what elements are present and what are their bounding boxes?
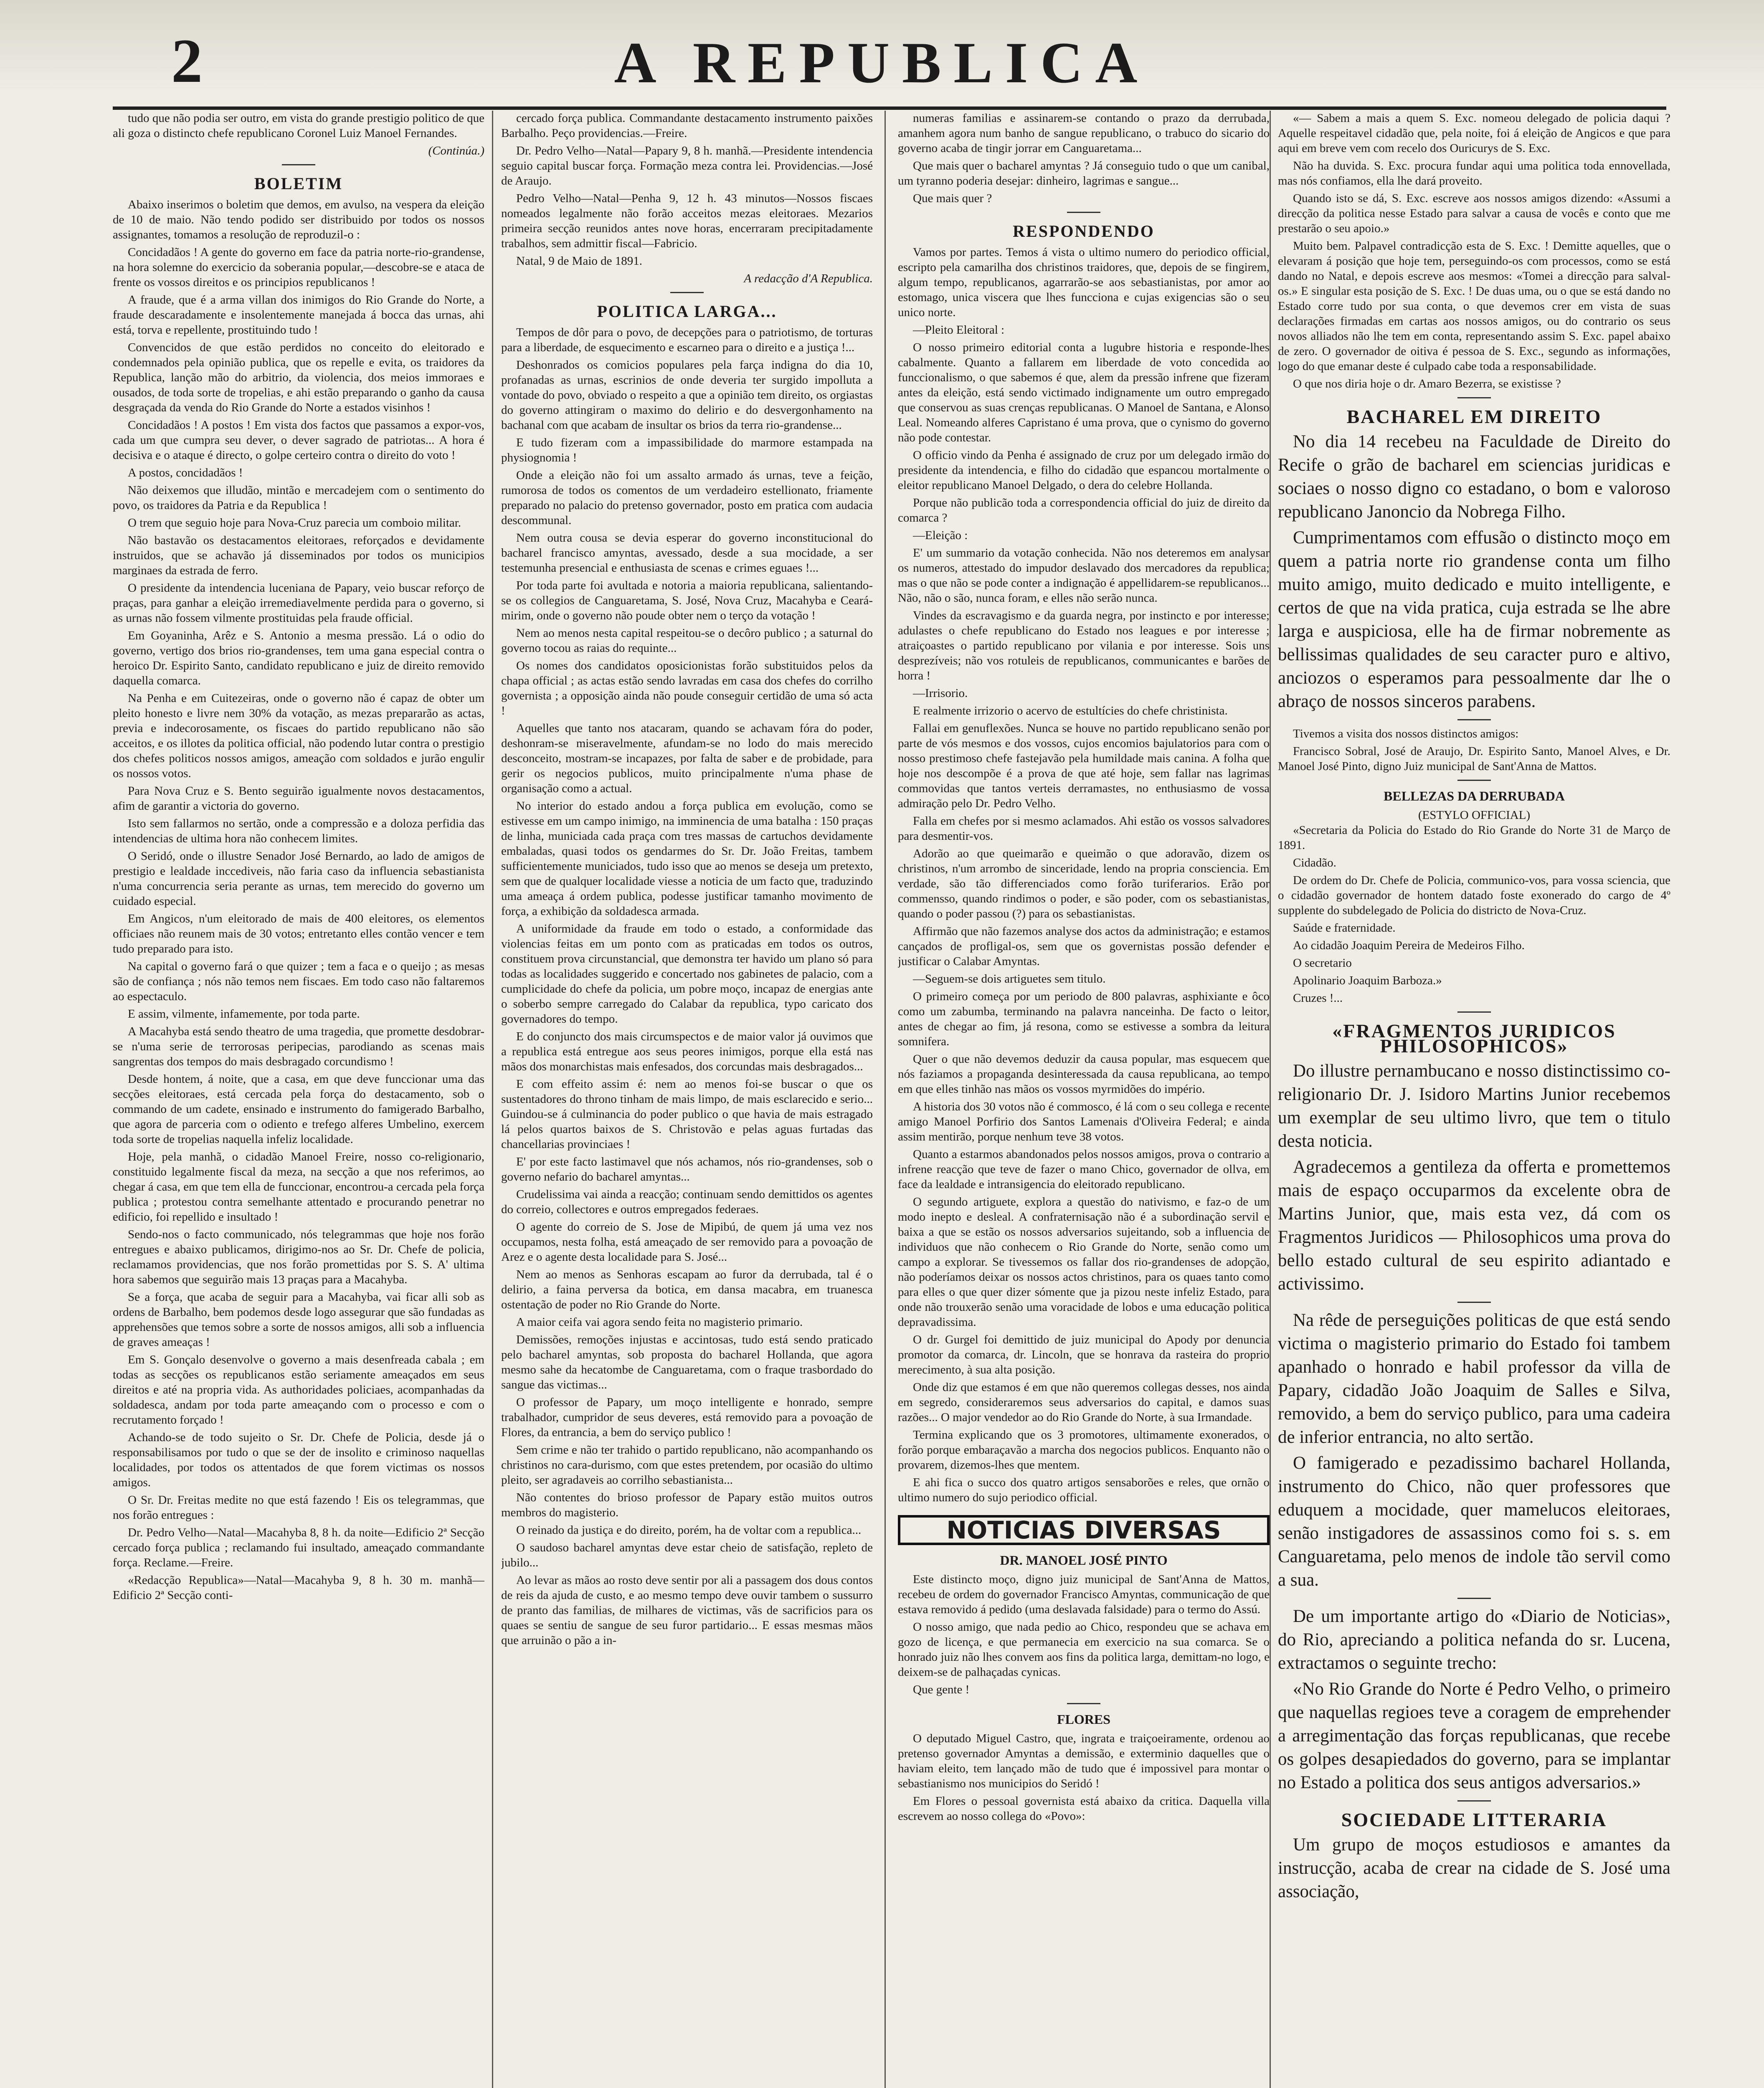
article-paragraph: A Macahyba está sendo theatro de uma tragedia, que promette desdobrar-se n'uma serie de terrorosas peripecias, parodiando as scenas mais sangrentas dos tempos do mais desbragado corcundismo !	[113, 1025, 484, 1068]
flores-body	[898, 1731, 1270, 1824]
article-paragraph: Convencidos de que estão perdidos no conceito do eleitorado e condemnados pela opinião publica, que os repelle e evita, os traidores da Republica, lanção mão do arbitrio, da violencia, dos meios immoraes e ousados, de toda sorte de tropelias, e ahi estão preparando o ganho da causa desgraçada da venda do Rio Grande do Norte a estados visinhos !	[113, 341, 484, 414]
divider	[1457, 1598, 1491, 1599]
masthead-rule	[113, 106, 1666, 110]
article-paragraph: O secretario	[1293, 956, 1352, 970]
column-3	[898, 111, 1270, 2088]
article-paragraph: De ordem do Dr. Chefe de Policia, communico-vos, para vossa sciencia, que o cidadão governador de hontem datado foste exonerado do cargo de 4º supplente do subdelegado de Policia do districto de Nova-Cruz.	[1278, 874, 1670, 917]
article-paragraph: Falla em chefes por si mesmo aclamados. Ahi estão os vossos salvadores para desmentir-vos.	[898, 814, 1270, 843]
article-paragraph: Cidadão.	[1293, 856, 1336, 869]
article-paragraph: Onde a eleição não foi um assalto armado ás urnas, teve a feição, rumorosa de todos os comentos de um verdadeiro estellionato, friamente preparado no palacio do pretenso governador, posto em pratica com audacia descommunal.	[501, 469, 873, 527]
column-divider	[885, 111, 886, 2088]
article-paragraph: Em S. Gonçalo desenvolve o governo a mais desenfreada cabala ; em todas as secções os republicanos estão seriamente ameaçados em seus direitos e até na propria vida. As authoridades policiaes, acompanhadas da soldadesca, andam por toda parte ameaçando com o processo e com o recrutamento forçado !	[113, 1353, 484, 1427]
article-paragraph: «— Sabem a mais a quem S. Exc. nomeou delegado de policia daqui ? Aquelle respeitavel cidadão que, pela noite, foi á eleição de Angicos e que para aqui em breve vem com recelo dos Ouricurys de S. Exc.	[1278, 111, 1670, 155]
article-paragraph: O trem que seguio hoje para Nova-Cruz parecia um comboio militar.	[128, 516, 461, 530]
bacharel-body	[1278, 430, 1670, 713]
article-paragraph: Os nomes dos candidatos oposicionistas forão substituidos pelos da chapa official ; as actas estão sendo lavradas em casa dos chefes do corrilho governista ; a opposição ainda não poude conseguir certidão de uma só acta !	[501, 659, 873, 717]
article-paragraph: «Redacção Republica»—Natal—Macahyba 9, 8 h. 30 m. manhã—Edificio 2ª Secção conti-	[113, 1574, 484, 1602]
article-paragraph: Para Nova Cruz e S. Bento seguirão igualmente novos destacamentos, afim de garantir a victoria do governo.	[113, 784, 484, 813]
article-paragraph: Termina explicando que os 3 promotores, ultimamente exonerados, o forão porque embaraçavão a marcha dos negocios publicos. Enquanto não o provarem, dizemos-lhes que mentem.	[898, 1428, 1270, 1472]
article-paragraph: «No Rio Grande do Norte é Pedro Velho, o primeiro que naquellas regioes teve a coragem de emprehender a arregimentação das forças republicanas, que recebe os golpes desapiedados do governo, para se implantar no Estado a politica dos seus antigos adversarios.»	[1278, 1679, 1670, 1792]
article-paragraph: Ao cidadão Joaquim Pereira de Medeiros Filho.	[1293, 939, 1525, 952]
article-paragraph: —Pleito Eleitoral :	[913, 323, 1005, 337]
continua-note: (Continúa.)	[428, 144, 484, 157]
divider	[1457, 1011, 1491, 1013]
article-paragraph: Na Penha e em Cuitezeiras, onde o governo não é capaz de obter um pleito honesto e livre nem 30% da votação, as mezas prepararão as actas, previa e indecorosamente, os fiscaes do partido republicano não são acceitos, e os illotes da politica official, não podendo lutar contra o prestigio dos chefes politicos nossos amigos, ameação com soldados e jurão engulir os nossos votos.	[113, 692, 484, 780]
article-paragraph: cercado força publica. Commandante destacamento instrumento paixões Barbalho. Peço providencias.—Freire.	[501, 111, 873, 140]
flores-heading: FLORES	[1057, 1712, 1111, 1727]
article-paragraph: E realmente irrizorio o acervo de estultícies do chefe christinista.	[913, 704, 1228, 717]
visita-paragraph: Tivemos a visita dos nossos distinctos amigos:	[1293, 727, 1519, 740]
article-paragraph: Por toda parte foi avultada e notoria a maioria republicana, salientando-se os collegios de Canguaretama, S. José, Nova Cruz, Macahyba e Ceará-mirim, onde o governo não poude obter nem o terço da votação !	[501, 579, 873, 622]
article-paragraph: Affirmão que não fazemos analyse dos actos da administração; e estamos cançados de profligal-os, sem que os governistas possão defender e justificar o Calabar Amyntas.	[898, 925, 1270, 968]
telegram-body	[501, 111, 873, 269]
article-paragraph: De um importante artigo do «Diario de Noticias», do Rio, apreciando a politica nefanda do sr. Lucena, extractamos o seguinte trecho:	[1278, 1607, 1670, 1673]
article-paragraph: «Secretaria da Policia do Estado do Rio Grande do Norte 31 de Março de 1891.	[1278, 824, 1670, 852]
divider	[1067, 1703, 1100, 1704]
divider	[1067, 212, 1100, 213]
article-paragraph: tudo que não podia ser outro, em vista do grande prestigio politico de que ali goza o distincto chefe republicano Coronel Luiz Manoel Fernandes.	[113, 111, 484, 140]
article-paragraph: Crudelissima vai ainda a reacção; continuam sendo demittidos os agentes do correio, collectores e outros empregados federaes.	[501, 1188, 873, 1216]
flores-continuation	[1278, 111, 1670, 391]
article-paragraph: Que gente !	[913, 1683, 970, 1696]
article-paragraph: Deshonrados os comicios populares pela farça indigna do dia 10, profanadas as urnas, escrinios de onde deveria ter surgido impolluta a vontade do povo, obviado o respeito a que a opinião tem direito, os orgiastas do governo attingiram o maximo do delirio e do desvergonhamento na bachanal com que acabam de insultar os brios da terra rio-grandense...	[501, 358, 873, 432]
article-paragraph: E' um summario da votação conhecida. Não nos deteremos em analysar os numeros, attestado do impudor deslavado dos mercadores da republica; mas o que não se pode conter a indignação é appellidarem-se republicanos... Não, não o são, nunca foram, e elles não serão nunca.	[898, 546, 1270, 605]
pinto-heading: DR. MANOEL JOSÉ PINTO	[1000, 1553, 1168, 1568]
article-paragraph: O Seridó, onde o illustre Senador José Bernardo, ao lado de amigos de prestigio e lealdade inccediveis, não faria caso da influencia sebastianista n'uma concurrencia seria perante as urnas, tem merecido do governo um cuidado especial.	[113, 849, 484, 908]
sociedade-heading: SOCIEDADE LITTERARIA	[1341, 1809, 1607, 1830]
article-paragraph: E tudo fizeram com a impassibilidade do marmore estampada na physiognomia !	[501, 436, 873, 464]
article-paragraph: Não deixemos que illudão, mintão e mercadejem com o sentimento do povo, os traidores da Patria e da Republica !	[113, 484, 484, 512]
article-paragraph: Vamos por partes. Temos á vista o ultimo numero do periodico official, escripto pela camarilha dos christinos traidores, que, depois de se fingirem, algum tempo, republicanos, agarrarão-se aos sebastianistas, por amor ao estomago, unica viscera que lhes funcciona e cujas exigencias são o seu unico norte.	[898, 246, 1270, 319]
column-1	[113, 111, 484, 2088]
divider	[670, 292, 704, 293]
article-paragraph: Dr. Pedro Velho—Natal—Papary 9, 8 h. manhã.—Presidente intendencia seguio capital buscar força. Formação meza contra lei. Providencias.—José de Araujo.	[501, 144, 873, 188]
article-paragraph: Tempos de dôr para o povo, de decepções para o patriotismo, de torturas para a liberdade, de esquecimento e escarneo para o direito e a justiça !...	[501, 326, 873, 354]
article-paragraph: Apolinario Joaquim Barboza.»	[1293, 974, 1442, 987]
article-paragraph: Quanto a estarmos abandonados pelos nossos amigos, prova o contrario a infrene reacção que teve de fazer o mano Chico, governador de ollva, em face da lealdade e intransigencia do eleitorado republicano.	[898, 1148, 1270, 1191]
article-paragraph: Não ha duvida. S. Exc. procura fundar aqui uma politica toda ennovellada, mas nós confiamos, ella lhe dará proveito.	[1278, 159, 1670, 188]
signature: A redacção d'A Republica.	[744, 272, 873, 285]
article-paragraph: O presidente da intendencia luceniana de Papary, veio buscar reforço de praças, para ganhar a eleição irremediavelmente perdida para o governo, si as urnas não fossem vilmente prostituidas pela fraude official.	[113, 581, 484, 625]
article-paragraph: Cumprimentamos com effusão o distincto moço em quem a patria norte rio grandense conta um filho muito amigo, muito dedicado e muito intelligente, e certos de que na vida pratica, cuja estrada se lhe abre larga e auspiciosa, elle ha de firmar nobremente as bellissimas qualidades de seu caracter puro e altivo, anciozos o esperamos para pessoalmente dar lhe o abraço de nossos sinceros parabens.	[1278, 528, 1670, 711]
article-paragraph: O famigerado e pezadissimo bacharel Hollanda, instrumento do Chico, não quer professores que eduquem a mocidade, quer mamelucos eleitoraes, senão instigadores de assassinos como foi s. s. em Canguaretama, pelo menos de indole tão servil como a sua.	[1278, 1453, 1670, 1590]
article-paragraph: Demissões, remoções injustas e accintosas, tudo está sendo praticado pelo bacharel amyntas, sob proposta do bacharel Hollanda, que agora mesmo sahe da hecatombe de Canguaretama, com o fraque trasbordado do sangue das victimas...	[501, 1333, 873, 1391]
article-paragraph: Nem ao menos nesta capital respeitou-se o decôro publico ; a saturnal do governo tocou as raias do requinte...	[501, 626, 873, 655]
article-paragraph: Do illustre pernambucano e nosso distinctissimo co-religionario Dr. J. Isidoro Martins Junior recebemos um exemplar de seu ultimo livro, que tem o titulo desta noticia.	[1278, 1061, 1670, 1151]
politica-larga-heading: POLITICA LARGA...	[597, 302, 777, 321]
article-paragraph: Vindes da escravagismo e da guarda negra, por instincto e por interesse; adulastes o chefe republicano do Estado nos leagues e por interesse ; atraiçoastes o partido republicano por vilania e por interesse. Sois uns desprezíveis; não vos rotuleis de republicanos, communicantes e barões de horra !	[898, 609, 1270, 682]
article-paragraph: Abaixo inserimos o boletim que demos, em avulso, na vespera da eleição de 10 de maio. Não tendo podido ser distribuido por todos os nossos assignantes, tomamos a resolução de reproduzil-o :	[113, 198, 484, 241]
respondendo-body	[898, 245, 1270, 1505]
sociedade-paragraph: Um grupo de moços estudiosos e amantes da instrucção, acaba de crear na cidade de S. José uma associação,	[1278, 1835, 1670, 1901]
article-paragraph: —Seguem-se dois artiguetes sem titulo.	[913, 972, 1106, 986]
article-paragraph: Isto sem fallarmos no sertão, onde a compressão e a doloza perfidia das intendencias de ultima hora não conhecem limites.	[113, 817, 484, 845]
article-paragraph: Concidadãos ! A postos ! Em vista dos factos que passamos a expor-vos, cada um que cumpra seu dever, o dever sagrado de patriotas... A hora é decisiva e o ataque é directo, o golpe certeiro contra o direito do voto !	[113, 418, 484, 462]
article-paragraph: Cruzes !...	[1293, 991, 1343, 1005]
article-paragraph: Quando isto se dá, S. Exc. escreve aos nossos amigos dizendo: «Assumi a direcção da politica nesse Estado para salvar a causa de vocês e conto que me prestarão o seu apoio.»	[1278, 192, 1670, 235]
article-paragraph: O nosso amigo, que nada pedio ao Chico, respondeu que se achava em gozo de licença, e que permanecia em exercicio na sua comarca. Se o honrado juiz não lhes convem aos fins da politica larga, demittam-no logo, e deixem-se de palhaçadas cynicas.	[898, 1620, 1270, 1679]
noticias-diversas-heading: NOTICIAS DIVERSAS	[898, 1515, 1270, 1545]
article-paragraph: E com effeito assim é: nem ao menos foi-se buscar o que os sustentadores do throno tinham de mais limpo, de mais esclarecido e serio... Guindou-se á culminancia do poder publico o que havia de mais estragado lá pelos quartos baixos de S. Christovão e pelas aguas furtadas das chancellarias provinciaes !	[501, 1077, 873, 1151]
article-paragraph: Na rêde de perseguições politicas de que está sendo victima o magisterio primario do Estado foi tambem apanhado o honrado e habil professor da villa de Papary, cidadão João Joaquim de Salles e Silva, removido, a bem do serviço publico, para uma cadeira de inferior entrancia, no alto sertão.	[1278, 1310, 1670, 1447]
article-paragraph: Não bastavão os destacamentos eleitoraes, reforçados e devidamente instruidos, que se achavão já disseminados por todos os municipios marginaes da estrada de ferro.	[113, 534, 484, 577]
article-paragraph: Desde hontem, á noite, que a casa, em que deve funccionar uma das secções eleitoraes, está cercada pela força do destacamento, sob o commando de um cadete, ensinado e instrumento do famigerado Barbalho, que agora de parceria com o odiento e trefego alferes Umbelino, exercem toda sorte de tropelias naquella infeliz localidade.	[113, 1072, 484, 1146]
article-paragraph: E do conjuncto dos mais circumspectos e de maior valor já ouvimos que a republica está entregue aos seus peores inimigos, porque ella está nas mãos dos monarchistas mais enfesados, dos corcundas mais desbragados...	[501, 1030, 873, 1073]
fragmentos-section	[1278, 1020, 1670, 1903]
article-paragraph: Sendo-nos o facto communicado, nós telegrammas que hoje nos forão entregues e abaixo publicamos, dirigimo-nos ao Sr. Dr. Chefe de policia, reclamamos providencias, que nos forão promettidas por S. S. A' ultima hora sabemos que seguirão mais 13 praças para a Macahyba.	[113, 1228, 484, 1286]
article-paragraph: Concidadãos ! A gente do governo em face da patria norte-rio-grandense, na hora solemne do exercicio da soberania popular,—descobre-se e ataca de frente os vossos direitos e os principios republicanos !	[113, 246, 484, 289]
masthead	[0, 25, 1764, 104]
bacharel-section	[1278, 406, 1670, 713]
article-paragraph: O officio vindo da Penha é assignado de cruz por um delegado irmão do presidente da intendencia, e filho do cidadão que espancou mortalmente o eleitor republicano Manoel Delgado, o dera do celebre Hollanda.	[898, 449, 1270, 492]
article-paragraph: A maior ceifa vai agora sendo feita no magisterio primario.	[516, 1315, 803, 1329]
divider	[282, 164, 315, 165]
article-paragraph: O Sr. Dr. Freitas medite no que está fazendo ! Eis os telegrammas, que nos forão entregues :	[113, 1493, 484, 1522]
article-paragraph: Este distincto moço, digno juiz municipal de Sant'Anna de Mattos, recebeu de ordem do governador Francisco Amyntas, communicação de que estava removido á pedido (uma deslavada falsidade) para o termo do Assú.	[898, 1573, 1270, 1616]
column-4	[1278, 111, 1670, 2088]
article-paragraph: numeras familias e assinarem-se contando o prazo da derrubada, amanhem agora num banho de sangue republicano, o trabuco do sicario do governo acaba de tingir jorrar em Canguaretama...	[898, 111, 1270, 155]
page-number: 2	[171, 26, 203, 96]
article-continuation	[898, 111, 1270, 206]
article-paragraph: No interior do estado andou a força publica em evolução, como se estivesse em um campo inimigo, na imminencia de uma batalha : 150 praças de linha, municiada cada praça com tres massas de cartuchos devidamente embaladas, quasi todos os gendarmes do Sr. Dr. João Freitas, tambem sufficientemente municiados, tudo isso que ao menos se deseja um pretexto, sem que de qualquer localidade viesse a noticia de um facto que, traduzindo uma ameaça á ordem publica, podesse justificar tamanho movimento de força, a exhibição da soldadesca armada.	[501, 799, 873, 918]
visita-list: Francisco Sobral, José de Araujo, Dr. Espirito Santo, Manoel Alves, e Dr. Manoel José Pinto, digno Juiz municipal de Sant'Anna de Mattos.	[1278, 745, 1670, 773]
divider	[1457, 1800, 1491, 1802]
article-paragraph: —Eleição :	[913, 529, 968, 542]
article-paragraph: Adorão ao que queimarão e queimão o que adoravão, dizem os christinos, n'um arrombo de sinceridade, lendo na propria consciencia. Em verdade, são tão differenciados como forão turiferarios. Erão por commensso, quando rindimos o poder, e são poder, com os sebastianistas, quando o poder passou (?) para os sebastianistas.	[898, 847, 1270, 920]
article-paragraph: Achando-se de todo sujeito o Sr. Dr. Chefe de Policia, desde já o responsabilisamos por tudo o que se der de insolito e criminoso naquellas localidades, por todos os attentados de que forem victimas os nossos amigos.	[113, 1431, 484, 1489]
article-paragraph: Aquelles que tanto nos atacaram, quando se achavam fóra do poder, deshonram-se miseravelmente, afundam-se no lodo do mais merecido desconceito, mostram-se incapazes, por falta de saber e de probidade, para gerir os negocios publicos, muito principalmente n'uma phase de organisação como a actual.	[501, 722, 873, 795]
article-paragraph: A uniformidade da fraude em todo o estado, a conformidade das violencias feitas em um ponto com as praticadas em todos os outros, constituem prova circunstancial, que demonstra ter havido um plano só para todas as localidades suggerido e concertado nos gabinetes de palacio, com a cumplicidade do chefe da policia, um pobre moço, incapaz de energias ante o soberbo sempre carregado do Calabar da republica, typo caricato dos governadores do tempo.	[501, 922, 873, 1026]
article-paragraph: Ao levar as mãos ao rosto deve sentir por ali a passagem dos dous contos de reis da ajuda de custo, e ao mesmo tempo deve ouvir tambem o sussurro de pranto das familias, de milhares de victimas, vãs de sacrificios para os quaes se sentiu de sangue de seu furor partidario... E essas mesmas mãos que arruinão o pão a in-	[501, 1574, 873, 1647]
divider	[1457, 1302, 1491, 1303]
article-paragraph: O professor de Papary, um moço intelligente e honrado, sempre trabalhador, cumpridor de seus deveres, está removido para a povoação de Flores, da entrancia, a bem do serviço publico !	[501, 1396, 873, 1439]
article-paragraph: Na capital o governo fará o que quizer ; tem a faca e o queijo ; as mesas são de confiança ; nós não temos nem fiscaes. Em todo caso não faltaremos ao espectaculo.	[113, 960, 484, 1003]
article-paragraph: Que mais quer o bacharel amyntas ? Já conseguio tudo o que um canibal, um tyranno poderia desejar: dinheiro, lagrimas e sangue...	[898, 159, 1270, 188]
boletim-heading: BOLETIM	[254, 174, 343, 193]
article-paragraph: Quer o que não devemos deduzir da causa popular, mas esquecem que nós faziamos a propaganda desinteressada da causa republicana, ao tempo em que elles tinhão nas mãos os vossos myrmidões do império.	[898, 1052, 1270, 1096]
article-paragraph: Em Flores o pessoal governista está abaixo da critica. Daquella villa escrevem ao nosso collega do «Povo»:	[898, 1794, 1270, 1823]
article-paragraph: A postos, concidadãos !	[128, 466, 243, 479]
estylo-note: (ESTYLO OFFICIAL)	[1418, 808, 1531, 822]
bellezas-body	[1278, 823, 1670, 1006]
article-paragraph: A fraude, que é a arma villan dos inimigos do Rio Grande do Norte, a fraude descaradamente e insolentemente manejada á bocca das urnas, ahi está, torva e repellente, prostituindo tudo !	[113, 293, 484, 337]
bellezas-heading: BELLEZAS DA DERRUBADA	[1384, 788, 1565, 803]
divider	[1457, 780, 1491, 781]
newspaper-title: A REPUBLICA	[614, 30, 1150, 95]
article-paragraph: Em Angicos, n'um eleitorado de mais de 400 eleitores, os elementos officiaes não reunem mais de 30 votos; entretanto elles contão vencer e tem tudo preparado para isto.	[113, 912, 484, 955]
boletim-body	[113, 197, 484, 1603]
article-paragraph: E assim, vilmente, infamemente, por toda parte.	[128, 1007, 360, 1021]
article-paragraph: O primeiro começa por um periodo de 800 palavras, asphixiante e ôco como um zabumba, terminando na palavra nanceinha. De facto o leitor, antes de chegar ao fim, já resona, como se estivesse a sombra da leitura somnifera.	[898, 990, 1270, 1048]
article-paragraph: A historia dos 30 votos não é commosco, é lá com o seu collega e recente amigo Manoel Porfirio dos Santos Lamenais d'Oliveira Federal; e ainda assim mentirão, porque nenhum teve 38 votos.	[898, 1100, 1270, 1143]
article-paragraph: Muito bem. Palpavel contradicção esta de S. Exc. ! Demitte aquelles, que o elevaram á posição que hoje tem, perseguindo-os com processos, como se está dando no Natal, e depois escreve aos mesmos: «Tomei a direcção para salval-os.» E singular esta posição de S. Exc. ! De duas uma, ou o que se está dando no Estado corre tudo por sua conta, o que devemos crer em vista de suas declarações firmadas em cartas aos nossos amigos, ou do contrario os seus novos alliados não lhe tem em conta, representando assim S. Exc. papel abaixo de zero. O governador de oitiva é pessoa de S. Exc., segundo as informações, logo do que emanar deste é culpado cabe toda a responsabilidade.	[1278, 239, 1670, 373]
article-paragraph: Pedro Velho—Natal—Penha 9, 12 h. 43 minutos—Nossos fiscaes nomeados legalmente não forão acceitos mezas eleitoraes. Mezarios primeira secção reunidos antes nove horas, encerraram precipitadamente trabalhos, sem admittir fiscal—Fabricio.	[501, 192, 873, 250]
article-paragraph: E' por este facto lastimavel que nós achamos, nós rio-grandenses, sob o governo nefario do bacharel amyntas...	[501, 1155, 873, 1183]
article-paragraph: O dr. Gurgel foi demittido de juiz municipal do Apody por denuncia promotor da comarca, dr. Lincoln, que se honrava da rasteira do proprio merecimento, à sua alta posição.	[898, 1333, 1270, 1376]
article-paragraph: Que mais quer ?	[913, 192, 992, 205]
politica-larga-body	[501, 325, 873, 1648]
article-paragraph: No dia 14 recebeu na Faculdade de Direito do Recife o grão de bacharel em sciencias juridicas e sociaes o nosso digno co estadano, o bom e valoroso republicano Janoncio da Nobrega Filho.	[1278, 432, 1670, 522]
article-paragraph: Nem ao menos as Senhoras escapam ao furor da derrubada, tal é o delirio, a faina perversa da botica, em dansa macabra, em truanesca ostentação de poder no Rio Grande do Norte.	[501, 1268, 873, 1311]
fragmentos-body	[1278, 1059, 1670, 1296]
article-paragraph: Saúde e fraternidade.	[1293, 921, 1396, 935]
article-paragraph: Hoje, pela manhã, o cidadão Manoel Freire, nosso co-religionario, constituido legalmente fiscal da meza, na secção a que nos referimos, ao chegar á casa, em que tem ella de funccionar, encontrou-a cercada pela força publica ; protestou contra semelhante attentado e procurando penetrar no edificio, foi repellido e insultado !	[113, 1150, 484, 1224]
article-paragraph: Onde diz que estamos é em que não queremos collegas desses, nos ainda em segredo, consideraremos seus adversarios do capital, e damos suas razões... O major vendedor ao do Rio Grande do Norte, à sua Irmandade.	[898, 1381, 1270, 1424]
column-divider	[1270, 111, 1271, 2088]
article-paragraph: O deputado Miguel Castro, que, ingrata e traiçoeiramente, ordenou ao pretenso governador Amyntas a demissão, e exterminio daquelles que o haviam eleito, tem lançado mão de tudo que é impossivel para montar o sebastianismo nos municipios do Seridó !	[898, 1732, 1270, 1790]
article-paragraph: Natal, 9 de Maio de 1891.	[516, 254, 643, 268]
article-paragraph: Em Goyaninha, Arêz e S. Antonio a mesma pressão. Lá o odio do governo, vertigo dos brios rio-grandenses, tem uma gana especial contra o heroico Dr. Espirito Santo, candidato republicano e juiz de direito removido daquella comarca.	[113, 629, 484, 687]
column-divider	[492, 111, 493, 2088]
article-paragraph: Se a força, que acaba de seguir para a Macahyba, vai ficar alli sob as ordens de Barbalho, bem podemos desde logo assegurar que são fundadas as apprehensões que temos sobre a sorte de nossos amigos, alli sob a influencia de graves ameaças !	[113, 1290, 484, 1349]
article-paragraph: Fallai em genuflexões. Nunca se houve no partido republicano senão por parte de vós mesmos e dos vossos, cujos encomios bajulatorios para com o nosso prestimoso chefe fastejavão pela humildade mais canina. A folha que hoje nos descompõe é a prova de que até hoje, sem fallar nas lagrimas commovidas que tantos verteis derramastes, no enthusiasmo de vossa admiração pelo Dr. Pedro Velho.	[898, 722, 1270, 810]
fragmentos-heading: «FRAGMENTOS JURIDICOS PHILOSOPHICOS»	[1332, 1020, 1616, 1057]
article-paragraph: O que nos diria hoje o dr. Amaro Bezerra, se existisse ?	[1293, 377, 1561, 390]
article-paragraph: Agradecemos a gentileza da offerta e promettemos mais de espaço occuparmos da excelente obra de Martins Junior, que, mais esta vez, dá com os Fragmentos Juridicos — Philosophicos uma prova do bello estado cultural de seu espirito adiantado e activissimo.	[1278, 1157, 1670, 1294]
respondendo-heading: RESPONDENDO	[1013, 222, 1155, 241]
diario-body	[1278, 1605, 1670, 1794]
article-paragraph: E ahi fica o succo dos quatro artigos sensaborões e reles, que ornão o ultimo numero do sujo periodico official.	[898, 1476, 1270, 1504]
article-paragraph: O nosso primeiro editorial conta a lugubre historia e responde-lhes cabalmente. Quanto a fallarem em liberdade de voto concedida ao funccionalismo, o que sabemos é que, alem da pressão infrene que fizeram antes da eleição, está sendo victimado indignamente um outro empregado que conservou as suas crenças republicanas. O Manoel de Santana, e Alonso Leal. Nomeando alferes Capristano é uma prova, que o cynismo do governo não pode contestar.	[898, 341, 1270, 444]
article-paragraph: Não contentes do brioso professor de Papary estão muitos outros membros do magisterio.	[501, 1491, 873, 1519]
article-paragraph: O segundo artiguete, explora a questão do nativismo, e faz-o de um modo inepto e desleal. A confraternisação não é a subordinação servil e baixa a que se estão os nossos adversarios sujeitando, sob a influencia de individuos que não conhecem o Rio Grande do Norte, senão como um campo a explorar. Se tivessemos os fallar dos rio-grandenses de adopção, não poderíamos deixar os nossos actos christinos, para os quaes tanto como para elles o que quer dizer sómente que ja pizou neste infeliz Estado, para onde não trouxerão senão uma voracidade de lobos e uma educação politica depravadissima.	[898, 1195, 1270, 1329]
article-paragraph: Dr. Pedro Velho—Natal—Macahyba 8, 8 h. da noite—Edificio 2ª Secção cercado força publica ; reclamando fui insultado, ameaçado commandante força. Reclame.—Freire.	[113, 1526, 484, 1569]
article-paragraph: —Irrisorio.	[913, 687, 968, 700]
article-paragraph: O agente do correio de S. Jose de Mipibú, de quem já uma vez nos occupamos, nesta folha, está ameaçado de ser removido para a povoação de Arez e o agente desta localidade para S. José...	[501, 1220, 873, 1264]
pinto-body	[898, 1572, 1270, 1697]
article-paragraph: O saudoso bacharel amyntas deve estar cheio de satisfação, repleto de jubilo...	[501, 1541, 873, 1569]
article-paragraph: O reinado da justiça e do direito, porém, ha de voltar com a republica...	[516, 1523, 862, 1537]
article-paragraph: Porque não publicão toda a correspondencia official do juiz de direito da comarca ?	[898, 496, 1270, 525]
bacharel-heading: BACHAREL EM DIREITO	[1346, 406, 1602, 427]
article-paragraph: Nem outra cousa se devia esperar do governo inconstitucional do bacharel francisco amyntas, avessado, desde a sua mocidade, a ser testemunha presencial e enthusiasta de scenas e crimes eguaes !...	[501, 531, 873, 575]
article-paragraph: Sem crime e não ter trahido o partido republicano, não acompanhando os christinos no cara-durismo, com que estes pretendem, por ocasião do ultimo pleito, ser agradaveis ao corrilho sebastianista...	[501, 1443, 873, 1487]
divider	[1457, 397, 1491, 398]
column-2	[501, 111, 873, 2088]
rede-body	[1278, 1309, 1670, 1592]
divider	[1457, 719, 1491, 720]
